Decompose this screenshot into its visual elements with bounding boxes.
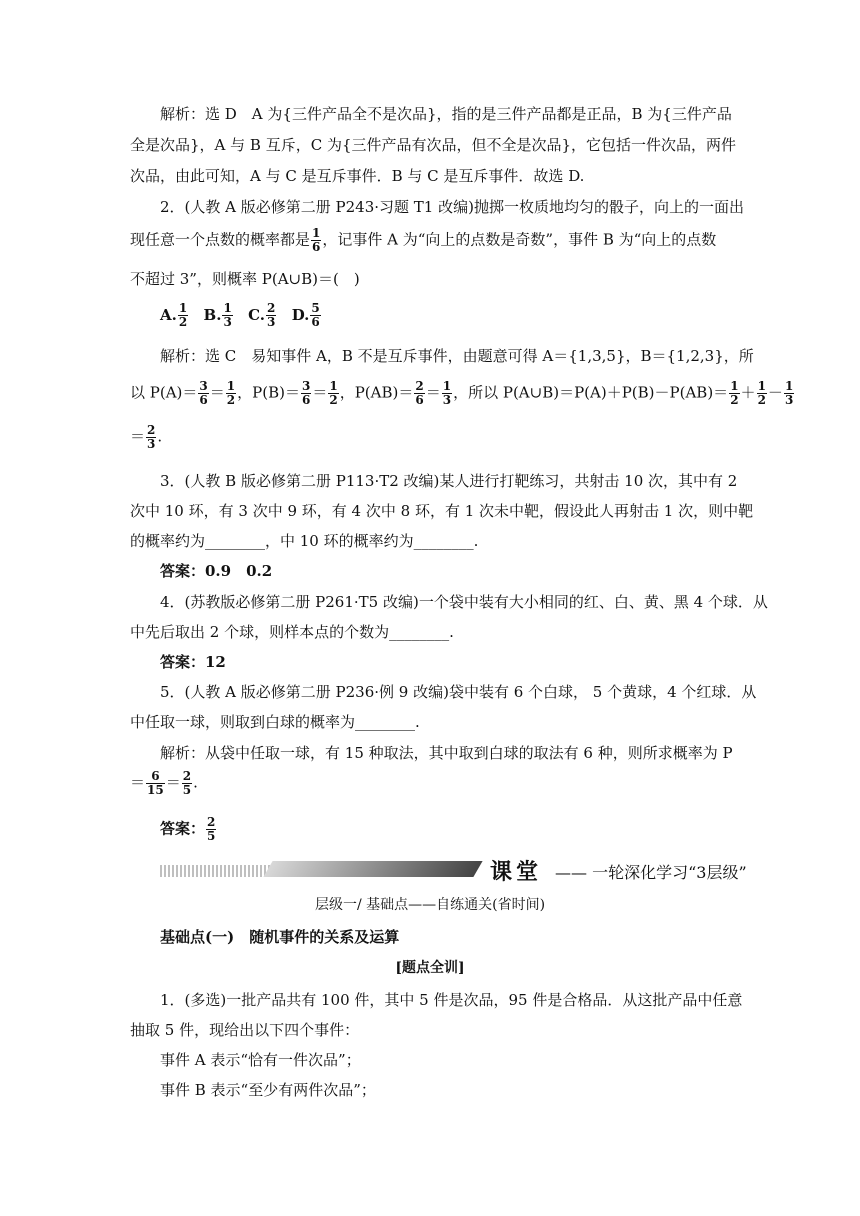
banner-stripe [160,865,270,877]
q1-analysis-line2: 全是次品}，A 与 B 互斥，C 为{三件产品有次品，但不全是次品}，它包括一件次品，两件 [130,136,737,154]
q2-options [160,302,730,329]
banner-title: 课堂 [490,859,543,885]
lesson-banner [160,855,747,889]
banner-subtitle: —— 一轮深化学习“3层级” [555,863,747,882]
option-c: C. $\frac{2}{3}$ [248,301,276,329]
q1-analysis-line3: 次品，由此可知，A 与 C 是互斥事件．B 与 C 是互斥事件．故选 D. [130,167,585,185]
q5-analysis-line2: ＝ $\frac{6}{15}$ ＝ $\frac{2}{5}$ . [130,769,198,797]
section-tag: [题点全训] [395,960,465,976]
q2-analysis-line1: 解析：选 C 易知事件 A，B 不是互斥事件，由题意可得 A＝{1,3,5}，B＝{1,2,3}，所 [160,347,754,365]
q5-line2: 中任取一球，则取到白球的概率为________. [130,713,420,731]
q3-line3: 的概率约为________，中 10 环的概率约为________. [130,532,479,550]
q3-line2: 次中 10 环，有 3 次中 9 环，有 4 次中 8 环，有 1 次未中靶，假设此人再射击 1 次，则中靶 [130,502,754,520]
q2-line2-a: 现任意一个点数的概率都是 [130,230,311,249]
q2-line3: 不超过 3”，则概率 P(A∪B)＝( ) [130,270,360,288]
q4-line2: 中先后取出 2 个球，则样本点的个数为________. [130,623,454,641]
q2-line2 [130,227,730,254]
option-b: B. $\frac{1}{3}$ [203,301,232,329]
q3-line1: 3．(人教 B 版必修第二册 P113·T2 改编)某人进行打靶练习，共射击 10 次，其中有 2 [160,472,738,490]
section-heading: 基础点(一) 随机事件的关系及运算 [160,928,400,946]
q5-answer: 答案： $\frac{2}{5}$ [160,815,216,843]
q3-answer: 答案：0.9 0.2 [160,562,273,580]
option-d: D. $\frac{5}{6}$ [291,301,320,329]
p1-line3: 事件 A 表示“恰有一件次品”； [160,1051,361,1069]
q2-analysis-line2: 以 P(A)＝ $\frac{3}{6}$ ＝ $\frac{1}{2}$ ，P(B)＝ $\frac{3}{6}$ ＝ $\frac{1}{2}$ ，P(AB)＝ $\frac{2}{6}$ ＝ $\frac{1}{3}$ ，所以 P(A∪B)＝P(A)＋P(B)－P(AB)＝ $\frac{1}{2}$ ＋ $\frac{1}{2}$ － $\frac{1}{3}$ [130,379,794,407]
q2-line1: 2．(人教 A 版必修第二册 P243·习题 T1 改编)抛掷一枚质地均匀的骰子，向上的一面出 [160,198,744,216]
level-heading: 层级一/ 基础点——自练通关(省时间) [314,897,546,913]
q4-line1: 4．(苏教版必修第二册 P261·T5 改编)一个袋中装有大小相同的红、白、黄、黑 4 个球．从 [160,593,768,611]
q2-analysis-line3: ＝ $\frac{2}{3}$ . [130,423,163,451]
fraction: $\frac{1}{6}$ [312,226,321,254]
p1-line2: 抽取 5 件，现给出以下四个事件： [130,1021,360,1039]
banner-bar [263,861,482,877]
q2-line2-b: ，记事件 A 为“向上的点数是奇数”，事件 B 为“向上的点数 [322,230,717,249]
p1-line4: 事件 B 表示“至少有两件次品”； [160,1081,376,1099]
p1-line1: 1．(多选)一批产品共有 100 件，其中 5 件是次品，95 件是合格品．从这批产品中任意 [160,991,743,1009]
option-a: A. $\frac{1}{2}$ [160,301,188,329]
q5-analysis-line1: 解析：从袋中任取一球，有 15 种取法，其中取到白球的取法有 6 种，则所求概率为 P [160,744,733,762]
q5-line1: 5．(人教 A 版必修第二册 P236·例 9 改编)袋中装有 6 个白球， 5 个黄球，4 个红球．从 [160,683,757,701]
q4-answer: 答案：12 [160,653,226,671]
q1-analysis-line1: 解析：选 D A 为{三件产品全不是次品}，指的是三件产品都是正品，B 为{三件产品 [160,105,732,123]
